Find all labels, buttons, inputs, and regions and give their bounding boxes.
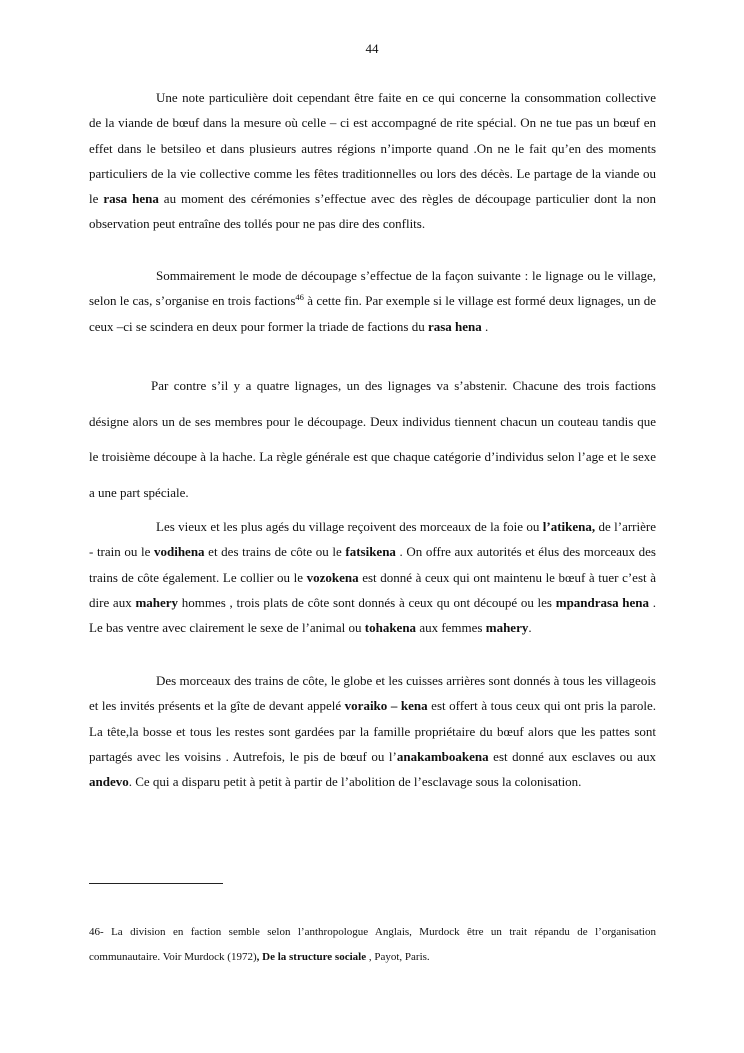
text-run: au moment des cérémonies s’effectue avec des règles de découpage particulier dont la non observation peut entraîne des tollés pour ne pas dire des conflits. xyxy=(89,191,657,232)
text-run: de l’arrière - train ou le xyxy=(89,519,656,560)
text-run: . Le bas ventre avec clairement le sexe de l’animal ou xyxy=(89,594,657,636)
text-run: 46- La division en faction semble selon l’anthropologue Anglais, Murdock être un trait répandu de l’organisation communautaire. Voir Murdock (1972) xyxy=(89,926,656,963)
term-mahery: mahery xyxy=(485,620,529,636)
paragraph-meat-sharing-intro xyxy=(89,85,656,237)
paragraph-portions-elders xyxy=(89,514,656,640)
text-run: . xyxy=(481,318,489,334)
text-run: Par contre s’il y a quatre lignages, un des lignages va s’abstenir. Chacune des trois factions désigne alors un de ses membres pour le découpage. Deux individus tiennent chacun un couteau tandis que le troisième découpe à la hache. La règle générale est que chaque catégorie d’individus selon l’age et le sexe a une part spéciale. xyxy=(89,378,656,500)
text-run: est donné aux esclaves ou aux xyxy=(488,748,657,764)
text-run: , Payot, Paris. xyxy=(366,951,430,963)
term-rasa-hena: rasa hena xyxy=(427,318,482,334)
text-run: aux femmes xyxy=(416,620,486,636)
term-anakamboakena: anakamboakena xyxy=(396,748,489,764)
term-rasa-hena: rasa hena xyxy=(103,191,159,207)
text-run: . xyxy=(528,620,532,636)
text-run: Des morceaux des trains de côte, le globe et les cuisses arrières sont donnés à tous les villageois et les invités présents et la gîte de devant appelé xyxy=(89,673,656,714)
term-mahery: mahery xyxy=(135,594,179,610)
paragraph-four-lineages xyxy=(89,368,656,510)
text-run: Une note particulière doit cependant être faite en ce qui concerne la consommation collective de la viande de bœuf dans la mesure où celle – ci est accompagné de rite spécial. On ne tue pas un bœuf en effet dans le betsileo et dans plusieurs autres régions n’importe quand .On ne le fait qu’en des moments particuliers de la vie collective comme les fêtes traditionnelles ou lors des décès. Le partage de la viande ou le xyxy=(89,90,656,207)
text-run: et des trains de côte ou le xyxy=(204,544,346,560)
term-andevo: andevo xyxy=(89,774,129,790)
term-voraiko-kena: voraiko – kena xyxy=(344,698,428,714)
term-vozokena: vozokena xyxy=(306,569,359,585)
text-run: . Ce qui a disparu petit à petit à partir de l’abolition de l’esclavage sous la colonisation. xyxy=(128,774,582,790)
page-number: 44 xyxy=(365,41,379,56)
text-run: Sommairement le mode de découpage s’effectue de la façon suivante : le lignage ou le village, selon le cas, s’organise en trois factions xyxy=(89,268,656,309)
term-fatsikena: fatsikena xyxy=(345,544,396,560)
paragraph-cutting-mode xyxy=(89,263,656,339)
footnote-book-title: , De la structure sociale xyxy=(256,951,367,963)
term-tohakena: tohakena xyxy=(364,620,417,636)
text-run: est offert à tous ceux qui ont pris la parole. La tête,la bosse et tous les restes sont gardées par la famille propriétaire du bœuf alors que les pattes sont partagés avec les voisins . Autrefois, le pis de bœuf ou l’ xyxy=(89,698,657,764)
footnote-ref-46: 46 xyxy=(295,292,304,303)
text-run: est donné à ceux qui ont maintenu le bœuf à tuer c’est à dire aux xyxy=(89,569,656,610)
text-run: Les vieux et les plus agés du village reçoivent des morceaux de la foie ou xyxy=(156,519,543,534)
term-mpandrasa-hena: mpandrasa hena xyxy=(555,594,650,610)
text-run: hommes , trois plats de côte sont donnés à ceux qu ont découpé ou les xyxy=(178,594,556,610)
paragraph-portions-villagers xyxy=(89,668,656,794)
term-vodihena: vodihena xyxy=(153,544,205,560)
text-run: . On offre aux autorités et élus des morceaux des trains de côte également. Le collier ou le xyxy=(89,544,656,585)
footnote-46 xyxy=(89,920,656,970)
term-atikena: l’atikena, xyxy=(542,519,596,534)
text-run: à cette fin. Par exemple si le village est formé deux lignages, un de ceux –ci se scindera en deux pour former la triade de factions du xyxy=(89,293,656,334)
footnote-separator xyxy=(89,883,223,884)
